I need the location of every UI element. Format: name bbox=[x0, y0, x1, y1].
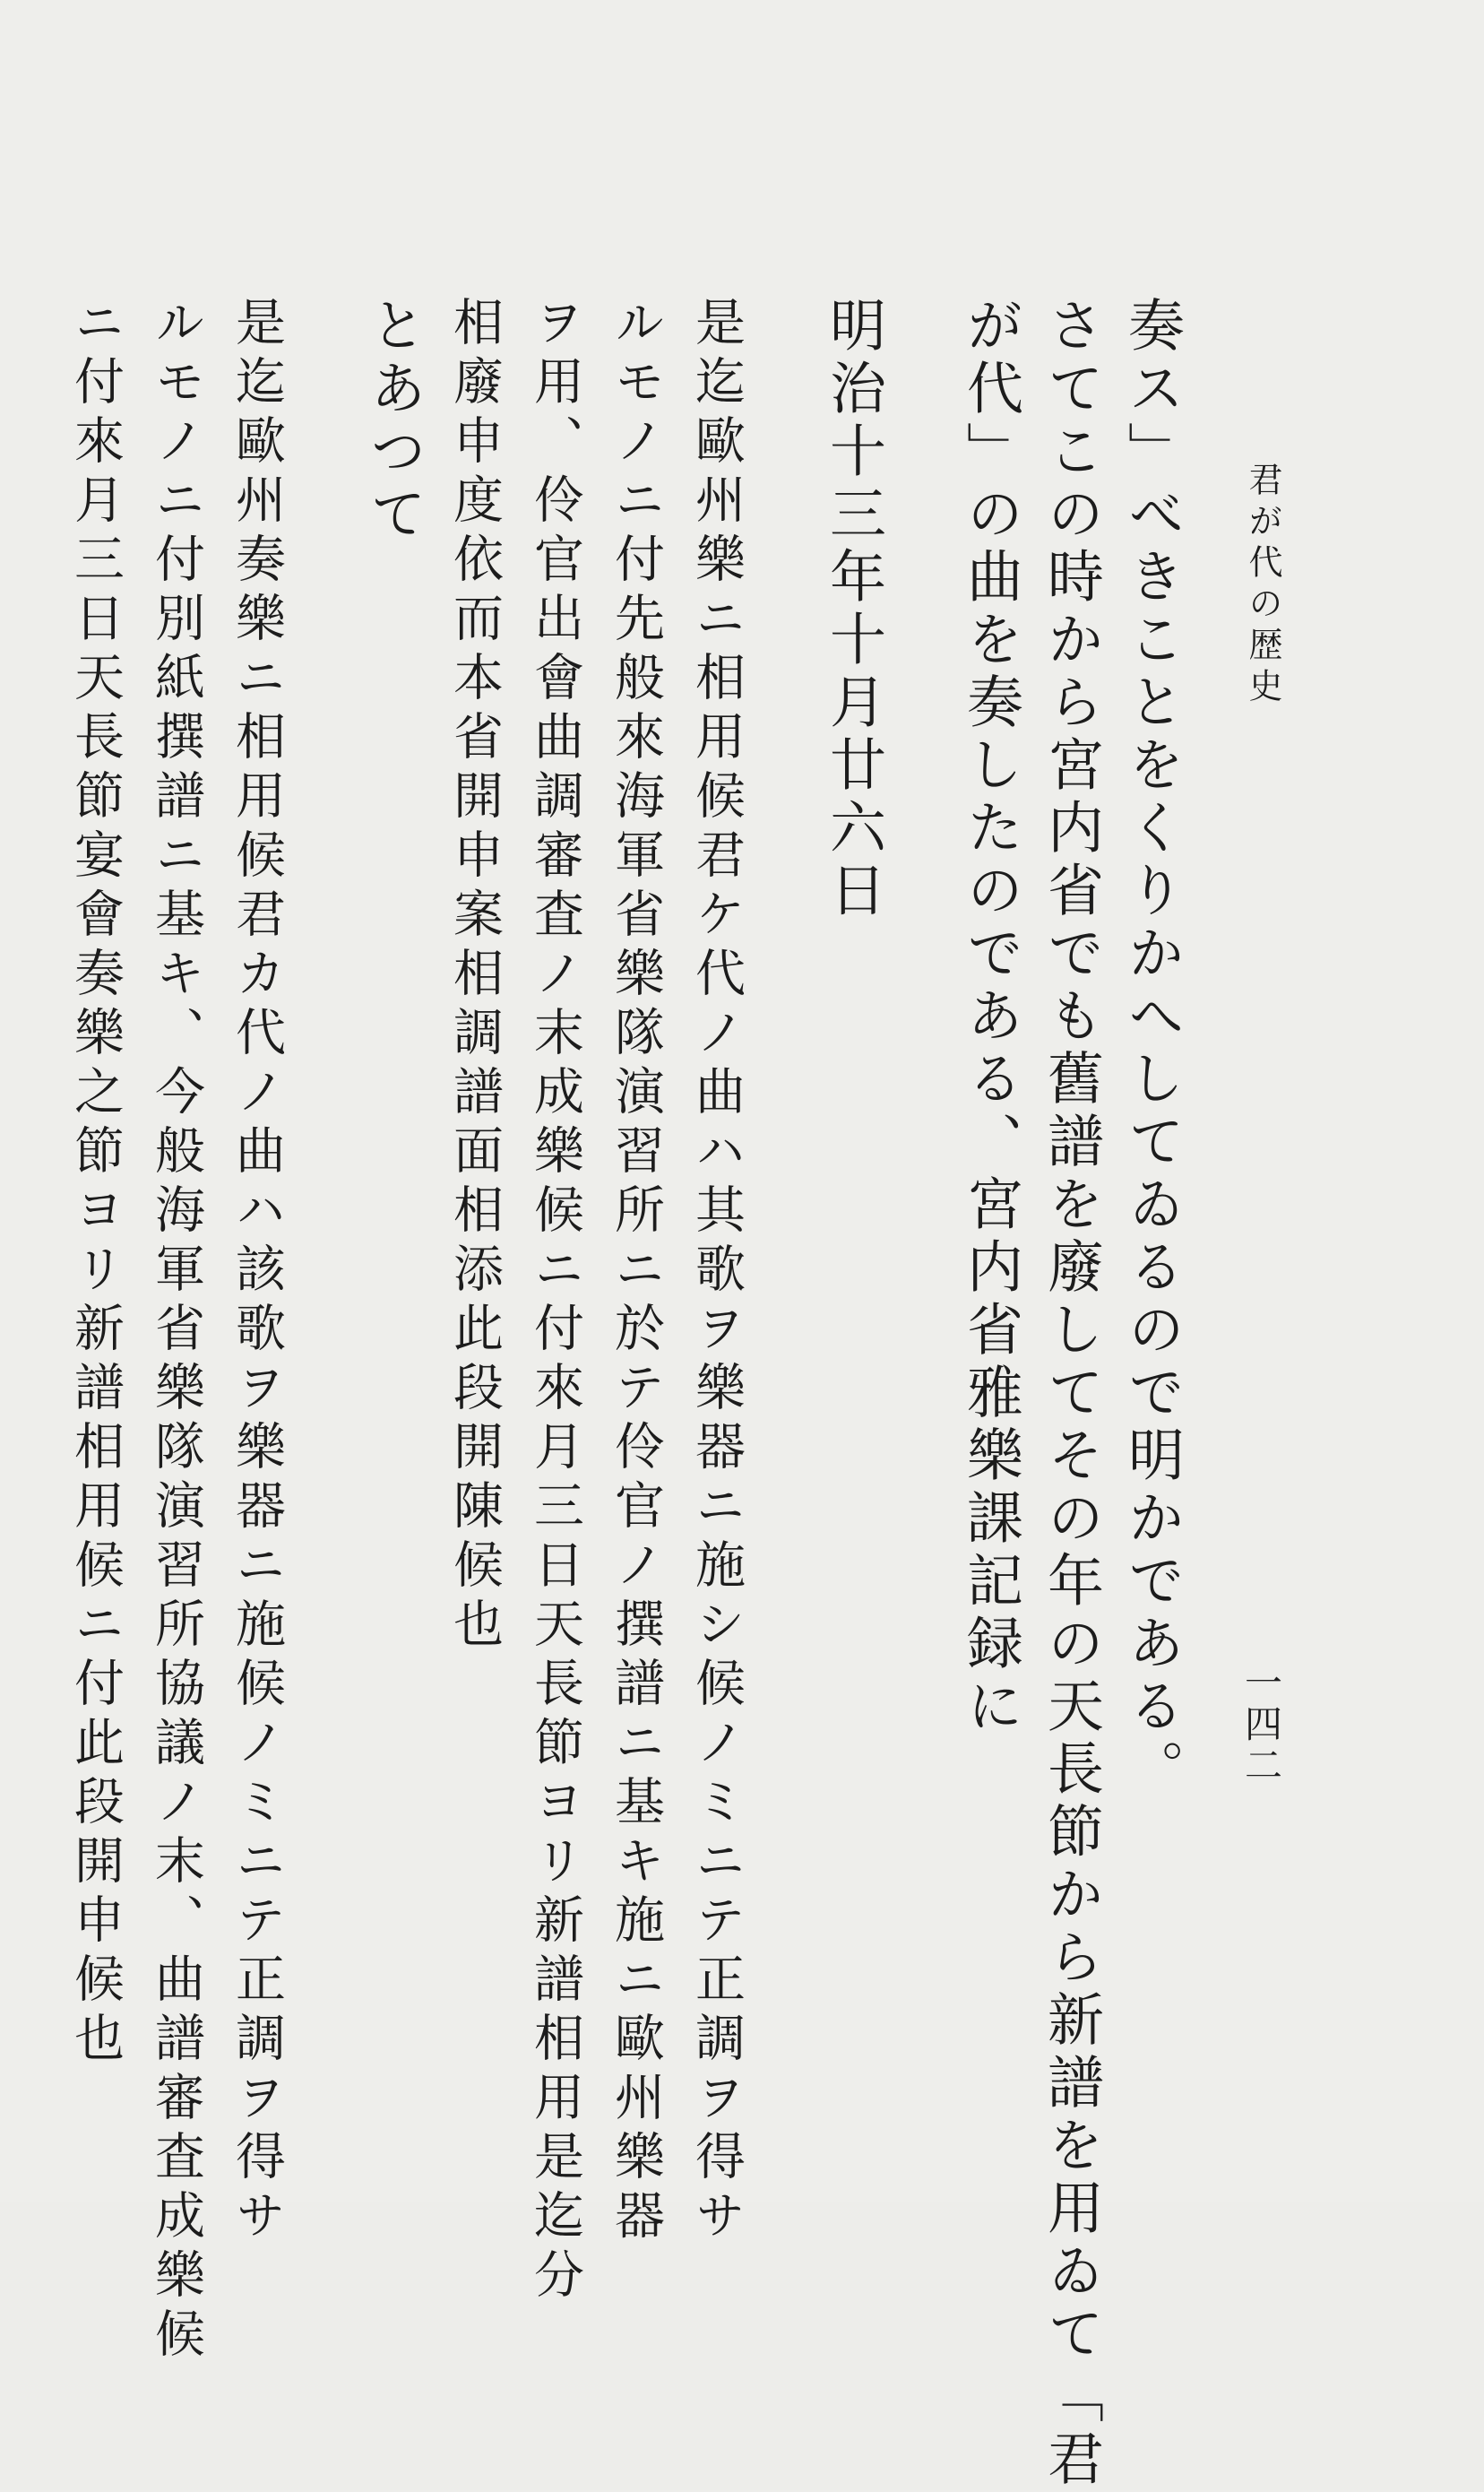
quoted-line: 是迄歐州奏樂ニ相用候君カ代ノ曲ハ該歌ヲ樂器ニ施候ノミニテ正調ヲ得サ bbox=[228, 296, 286, 2248]
quoted-line: ヲ用、伶官出會曲調審査ノ末成樂候ニ付來月三日天長節ヨリ新譜相用是迄分 bbox=[526, 296, 584, 2307]
text-line-date: 明治十三年十月廿六日 bbox=[821, 296, 886, 923]
text-line: とあつて bbox=[361, 296, 427, 547]
quoted-date-line bbox=[0, 296, 55, 1999]
quoted-line: ルモノニ付別紙撰譜ニ基キ、今般海軍省樂隊演習所協議ノ末、曲譜審査成樂候 bbox=[147, 296, 205, 2367]
text-line: 奏ス」べきことをくりかへしてゐるので明かである。 bbox=[1119, 296, 1185, 1802]
quoted-line: ニ付來月三日天長節宴會奏樂之節ヨリ新譜相用候ニ付此段開申候也 bbox=[66, 296, 125, 2071]
quoted-line: 相廢申度依而本省開申案相調譜面相添此段開陳候也 bbox=[445, 296, 504, 1657]
body-text bbox=[66, 296, 1192, 2492]
text-line: が代」の曲を奏したのである、宮内省雅樂課記録に bbox=[958, 296, 1023, 1739]
quoted-line: 是迄歐州樂ニ相用候君ケ代ノ曲ハ其歌ヲ樂器ニ施シ候ノミニテ正調ヲ得サ bbox=[687, 296, 746, 2248]
text-line: さてこの時から宮内省でも舊譜を廢してその年の天長節から新譜を用ゐて「君 bbox=[1039, 296, 1104, 2492]
page-number: 一四二 bbox=[1239, 1663, 1283, 1787]
quoted-line: ルモノニ付先般來海軍省樂隊演習所ニ於テ伶官ノ撰譜ニ基キ施ニ歐州樂器 bbox=[607, 296, 665, 2248]
running-head: 君が代の歴史 bbox=[1243, 462, 1282, 709]
